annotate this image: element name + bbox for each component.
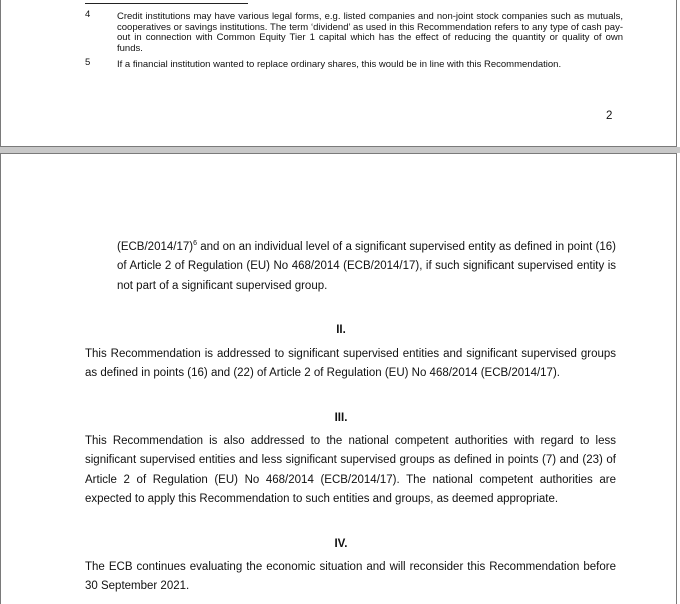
footnote-number-4: 4	[85, 9, 91, 20]
footnote-number-5: 5	[85, 57, 91, 68]
page-top	[0, 0, 677, 147]
continuation-paragraph	[117, 238, 616, 296]
continuation-text-end: and on an individual level of a significant supervised entity as defined in point (16) of Article 2 of Regulation (EU) No 468/2014 (ECB/2014/17), if such significant supervised entity is not part of a significant supervised group.	[117, 241, 616, 292]
footnote-text-4: Credit institutions may have various legal forms, e.g. listed companies and non-joint stock companies such as mutuals, cooperatives or savings institutions. The term ‘dividend’ as used in this Recommendation refers to any type of cash pay-out in connection with Common Equity Tier 1 capital which has the effect of reducing the quantity or quality of own funds.	[117, 11, 623, 54]
section-heading-ii: II.	[336, 324, 346, 336]
section-heading-iv: IV.	[334, 538, 348, 550]
section-text-iii: This Recommendation is also addressed to the national competent authorities with regard to less significant supervised entities and less significant supervised groups as defined in points (7) and (23) of Article 2 of Regulation (EU) No 468/2014 (ECB/2014/17). The national competent authorities are expected to apply this Recommendation to such entities and groups, as deemed appropriate.	[85, 435, 616, 505]
page-bottom	[0, 153, 677, 604]
page-number: 2	[606, 110, 613, 122]
footnote-text-5: If a financial institution wanted to replace ordinary shares, this would be in line with this Recommendation.	[117, 59, 562, 70]
footnote-separator	[85, 3, 248, 4]
section-text-iv: The ECB continues evaluating the economic situation and will reconsider this Recommendation before 30 September 2021.	[85, 561, 616, 593]
footnote-reference: 6	[193, 240, 197, 247]
continuation-text-start: (ECB/2014/17)	[117, 241, 194, 253]
section-text-ii: This Recommendation is addressed to significant supervised entities and significant supervised groups as defined in points (16) and (22) of Article 2 of Regulation (EU) No 468/2014 (ECB/2014/17).	[85, 348, 616, 380]
section-heading-iii: III.	[334, 412, 348, 424]
